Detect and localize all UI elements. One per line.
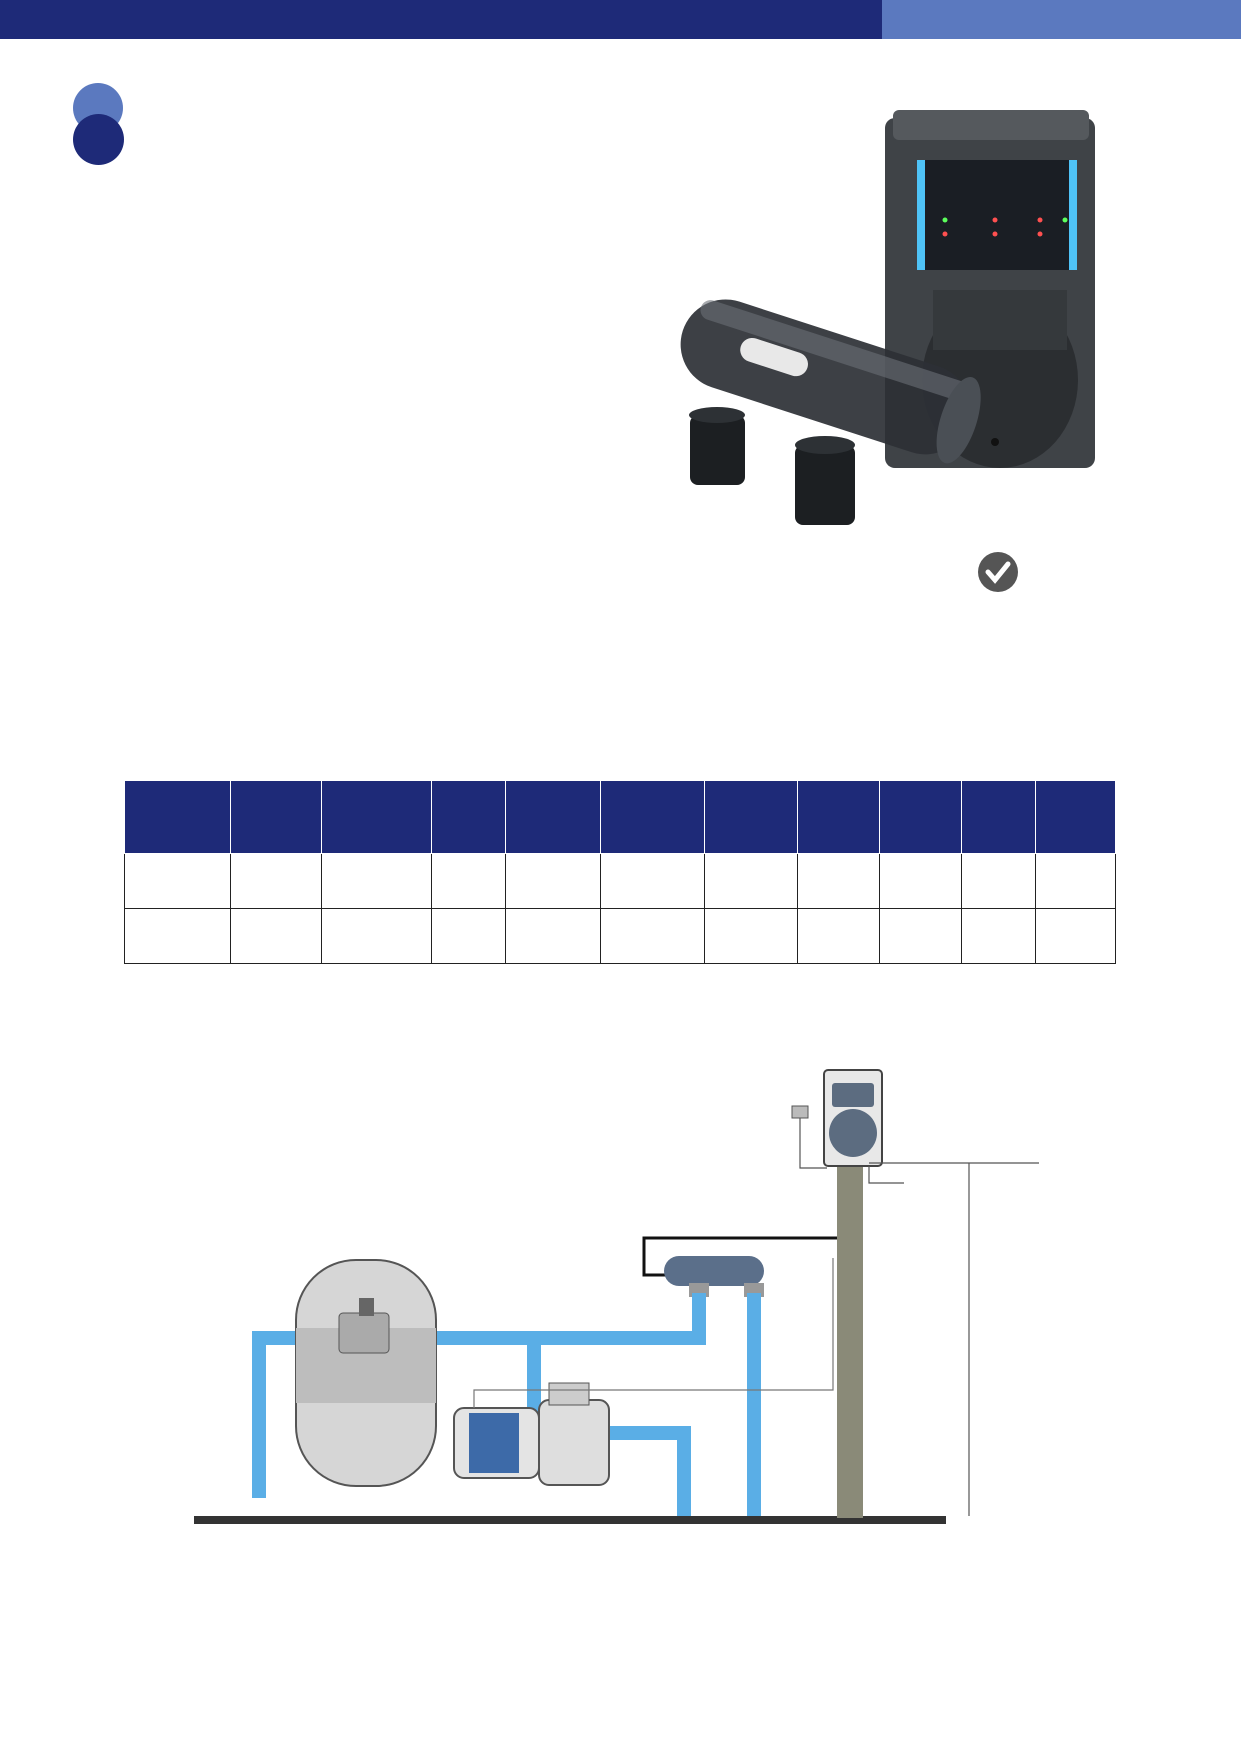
table-row [125, 909, 1116, 964]
top-bar-dark [0, 0, 882, 39]
product-image [665, 110, 1135, 530]
control-panel [917, 160, 1077, 270]
table-cell [1036, 854, 1116, 909]
column-header [798, 781, 880, 854]
column-header [1036, 781, 1116, 854]
certification-logos [825, 548, 1115, 596]
table-cell [880, 909, 962, 964]
table-cell [705, 909, 798, 964]
table-cell [230, 854, 321, 909]
top-bar-light [882, 0, 1241, 39]
table-cell [1036, 909, 1116, 964]
table-cell [798, 909, 880, 964]
column-header [230, 781, 321, 854]
column-header [601, 781, 705, 854]
ground-line [194, 1516, 946, 1524]
column-header [880, 781, 962, 854]
tech-spec-table [124, 780, 1116, 964]
mounting-post [837, 1163, 863, 1518]
table-cell [431, 854, 505, 909]
table-cell [601, 909, 705, 964]
table-cell [125, 854, 231, 909]
table-cell [321, 854, 431, 909]
column-header [431, 781, 505, 854]
decorative-dot-dark [73, 114, 124, 165]
table-header-row [125, 781, 1116, 854]
table-cell [798, 854, 880, 909]
table-cell [962, 909, 1036, 964]
column-header [505, 781, 601, 854]
column-header [962, 781, 1036, 854]
intro-block [124, 282, 544, 307]
table-cell [505, 854, 601, 909]
column-header [321, 781, 431, 854]
column-header [705, 781, 798, 854]
page-title [160, 80, 462, 164]
pump-housing [539, 1400, 609, 1485]
table-cell [601, 854, 705, 909]
check-certification-icon [978, 552, 1018, 592]
power-point-icon [792, 1106, 808, 1118]
installation-diagram [124, 1028, 1124, 1598]
table-cell [880, 854, 962, 909]
table-cell [321, 909, 431, 964]
table-cell [705, 854, 798, 909]
table-cell [431, 909, 505, 964]
table-cell [125, 909, 231, 964]
column-header [125, 781, 231, 854]
table-row [125, 854, 1116, 909]
table-cell [230, 909, 321, 964]
cell-unit [664, 1256, 764, 1286]
table-cell [505, 909, 601, 964]
table-cell [962, 854, 1036, 909]
